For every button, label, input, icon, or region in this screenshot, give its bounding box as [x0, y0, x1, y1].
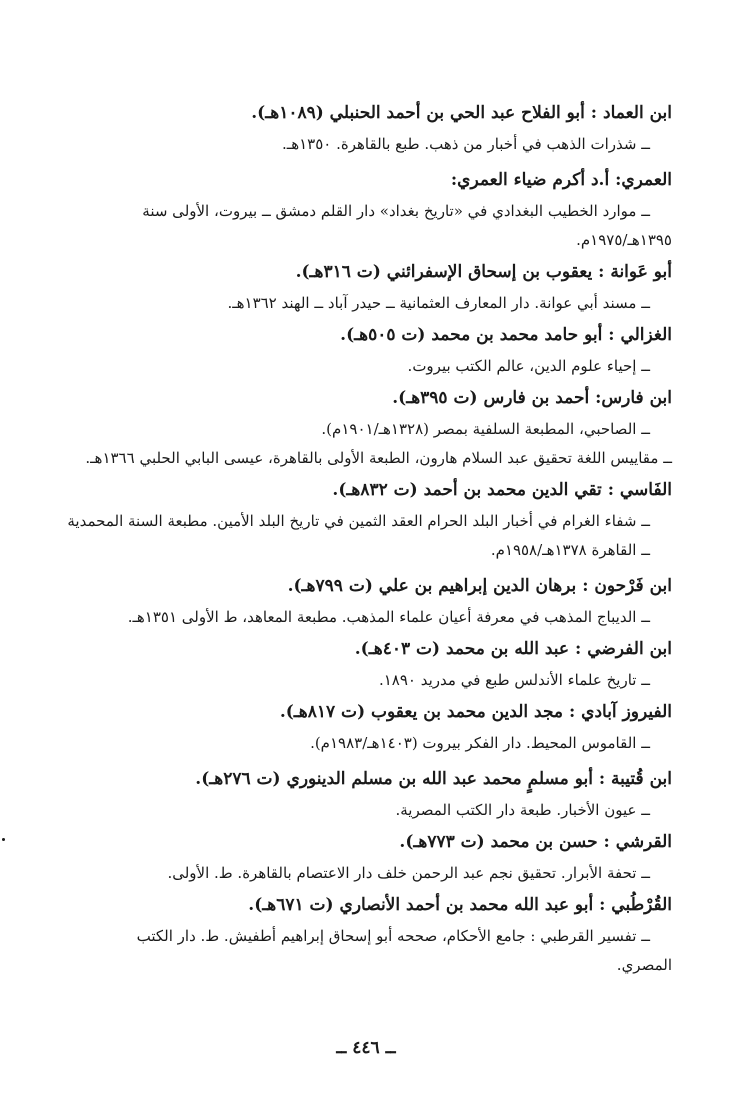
- entry-ibn-qutayba: [58, 762, 672, 825]
- entry-heading: ابن قُتيبة : أبو مسلمٍ محمد عبد الله بن مسلم الدينوري (ت ٢٧٦هـ).: [195, 769, 672, 789]
- entry-reference: ــ مقاييس اللغة تحقيق عبد السلام هارون، الطبعة الأولى بالقاهرة، عيسى البابي الحلبي ١٣٦٦هـ.: [85, 449, 672, 467]
- entry-heading: ابن الفرضي : عبد الله بن محمد (ت ٤٠٣هـ).: [354, 639, 672, 659]
- entry-reference: ــ الصاحبي، المطبعة السلفية بمصر (١٣٢٨هـ/١٩٠١م).: [321, 420, 650, 438]
- entry-ibn-al-faradi: [58, 632, 672, 695]
- entry-heading: القرشي : حسن بن محمد (ت ٧٧٣هـ).: [399, 832, 672, 852]
- entry-reference: ــ موارد الخطيب البغدادي في «تاريخ بغداد» دار القلم دمشق ــ بيروت، الأولى سنة: [142, 202, 650, 220]
- entry-reference: ــ عيون الأخبار. طبعة دار الكتب المصرية.: [395, 801, 650, 819]
- entry-abu-awana: [58, 255, 672, 318]
- entry-heading: ابن فَرْحون : برهان الدين إبراهيم بن علي (ت ٧٩٩هـ).: [287, 576, 672, 596]
- entry-reference-continued: ١٣٩٥هـ/١٩٧٥م.: [576, 231, 672, 249]
- entry-heading: الغزالي : أبو حامد محمد بن محمد (ت ٥٠٥هـ).: [340, 325, 672, 345]
- entry-al-fasi: [58, 473, 672, 565]
- entry-reference: ــ تاريخ علماء الأندلس طبع في مدريد ١٨٩٠.: [378, 671, 650, 689]
- entry-reference-continued: ــ القاهرة ١٣٧٨هـ/١٩٥٨م.: [490, 541, 650, 559]
- entry-heading: الفيروز آبادي : مجد الدين محمد بن يعقوب (ت ٨١٧هـ).: [279, 702, 672, 722]
- entry-reference: ــ القاموس المحيط. دار الفكر بيروت (١٤٠٣هـ/١٩٨٣م).: [310, 734, 650, 752]
- entry-ibn-faris: [58, 381, 672, 473]
- entry-al-qurashi: [58, 825, 672, 888]
- entry-reference-continued: المصري.: [616, 956, 672, 974]
- bibliography-page: [58, 96, 672, 980]
- entry-reference: ــ الديباج المذهب في معرفة أعيان علماء المذهب. مطبعة المعاهد، ط الأولى ١٣٥١هـ.: [127, 608, 650, 626]
- entry-reference: ــ تفسير القرطبي : جامع الأحكام، صححه أبو إسحاق إبراهيم أطفيش. ط. دار الكتب: [136, 927, 650, 945]
- entry-ibn-al-imad: [58, 96, 672, 159]
- entry-heading: العمري: أ.د أكرم ضياء العمري:: [450, 170, 672, 190]
- entry-al-umari: [58, 163, 672, 255]
- page-number: ــ ٤٤٦ ــ: [336, 1038, 396, 1058]
- entry-ibn-farhun: [58, 569, 672, 632]
- entry-heading: القُرْطُبي : أبو عبد الله محمد بن أحمد الأنصاري (ت ٦٧١هـ).: [248, 895, 672, 915]
- entry-al-ghazali: [58, 318, 672, 381]
- entry-reference: ــ مسند أبي عوانة. دار المعارف العثمانية ــ حيدر آباد ــ الهند ١٣٦٢هـ.: [227, 294, 650, 312]
- margin-dot: [2, 838, 5, 841]
- entry-reference: ــ إحياء علوم الدين، عالم الكتب بيروت.: [407, 357, 650, 375]
- entry-al-fayruzabadi: [58, 695, 672, 758]
- entry-reference: ــ شفاء الغرام في أخبار البلد الحرام العقد الثمين في تاريخ البلد الأمين. مطبعة السنة المحمدية: [67, 512, 650, 530]
- entry-heading: الفَاسي : تقي الدين محمد بن أحمد (ت ٨٣٢هـ).: [332, 480, 672, 500]
- entry-heading: أبو عَوانة : يعقوب بن إسحاق الإسفرائني (ت ٣١٦هـ).: [295, 262, 672, 282]
- entry-reference: ــ شذرات الذهب في أخبار من ذهب. طبع بالقاهرة. ١٣٥٠هـ.: [282, 135, 650, 153]
- entry-reference: ــ تحفة الأبرار. تحقيق نجم عبد الرحمن خلف دار الاعتصام بالقاهرة. ط. الأولى.: [167, 864, 650, 882]
- entry-heading: ابن العماد : أبو الفلاح عبد الحي بن أحمد الحنبلي (١٠٨٩هـ).: [251, 103, 672, 123]
- entry-al-qurtubi: [58, 888, 672, 980]
- entry-heading: ابن فارس: أحمد بن فارس (ت ٣٩٥هـ).: [392, 388, 672, 408]
